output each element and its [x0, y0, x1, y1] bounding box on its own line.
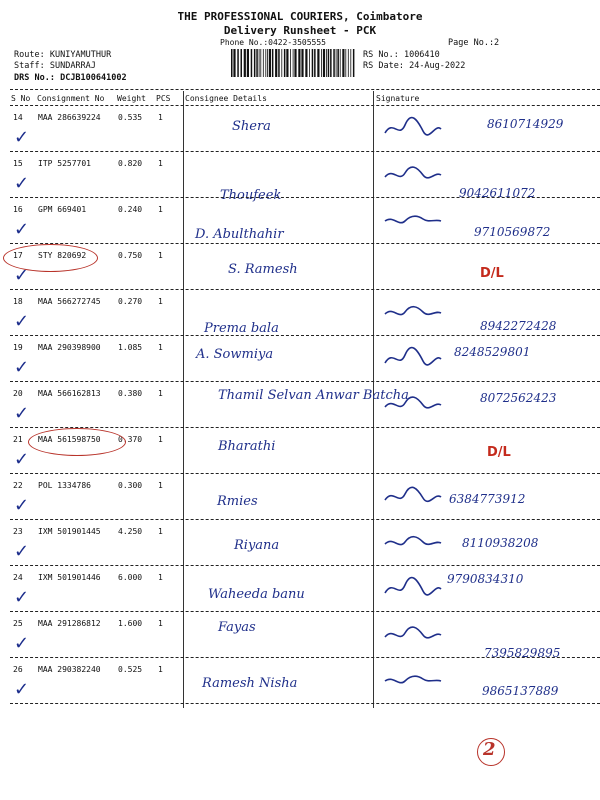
- row-weight: 0.300: [118, 481, 143, 490]
- row-weight: 0.370: [118, 435, 143, 444]
- row-weight: 4.250: [118, 527, 143, 536]
- row-consignee-name: A. Sowmiya: [196, 347, 274, 362]
- check-mark-icon: ✓: [14, 541, 30, 562]
- row-consignee-name: Shera: [232, 119, 271, 134]
- row-consignment-no: STY 820692: [38, 251, 87, 260]
- row-consignee-name: S. Ramesh: [228, 262, 298, 277]
- row-signature-phone: 8110938208: [462, 536, 539, 550]
- col-pcs: PCS: [156, 94, 171, 103]
- row-sno: 23: [13, 527, 23, 536]
- drs-value: DCJB100641002: [60, 73, 127, 83]
- row-signature-phone: 9790834310: [447, 572, 524, 586]
- row-sno: 15: [13, 159, 23, 168]
- col-consignee: Consignee Details: [185, 94, 267, 103]
- rs-date-line: [363, 61, 465, 71]
- row-consignment-no: IXM 501901445: [38, 527, 101, 536]
- col-signature: Signature: [376, 94, 420, 103]
- rs-date-label: RS Date:: [363, 61, 404, 71]
- row-consignee-name: Thamil Selvan Anwar Batcha: [218, 388, 409, 403]
- runsheet-title: Delivery Runsheet - PCK: [223, 24, 377, 37]
- check-mark-icon: ✓: [14, 587, 30, 608]
- row-divider: [10, 197, 600, 198]
- row-signature-scribble: [383, 345, 443, 373]
- row-pcs: 1: [158, 205, 163, 214]
- row-consignee-name: Rmies: [217, 494, 258, 509]
- row-signature-phone: 8942272428: [480, 319, 557, 333]
- staff-value: SUNDARRAJ: [49, 61, 96, 71]
- row-consignment-no: MAA 286639224: [38, 113, 101, 122]
- row-consignee-name: D. Abulthahir: [195, 227, 284, 242]
- row-divider: [10, 243, 600, 244]
- row-sno: 25: [13, 619, 23, 628]
- row-consignment-no: IXM 501901446: [38, 573, 101, 582]
- row-consignment-no: MAA 566272745: [38, 297, 101, 306]
- row-sno: 26: [13, 665, 23, 674]
- rs-date-value: 24-Aug-2022: [409, 61, 466, 71]
- row-signature-phone: 7395829895: [484, 646, 561, 660]
- row-consignment-no: MAA 290398900: [38, 343, 101, 352]
- row-divider: [10, 657, 600, 658]
- check-mark-icon: ✓: [14, 265, 30, 286]
- staff-label: Staff:: [14, 61, 45, 71]
- row-signature-scribble: [383, 299, 443, 327]
- row-consignee-name: Bharathi: [218, 439, 276, 454]
- row-divider: [10, 519, 600, 520]
- row-sno: 17: [13, 251, 23, 260]
- check-mark-icon: ✓: [14, 311, 30, 332]
- row-signature-dl: D/L: [487, 445, 511, 460]
- col-weight: Weight: [117, 94, 146, 103]
- check-mark-icon: ✓: [14, 219, 30, 240]
- row-signature-phone: 8610714929: [487, 117, 564, 131]
- row-consignee-name: Prema bala: [204, 321, 279, 336]
- row-weight: 0.270: [118, 297, 143, 306]
- check-mark-icon: ✓: [14, 679, 30, 700]
- header-top-rule: [10, 89, 600, 90]
- rs-line: [363, 50, 440, 60]
- check-mark-icon: ✓: [14, 403, 30, 424]
- company-title: THE PROFESSIONAL COURIERS, Coimbatore: [177, 10, 423, 23]
- row-sno: 18: [13, 297, 23, 306]
- row-pcs: 1: [158, 113, 163, 122]
- row-divider: [10, 335, 600, 336]
- row-consignee-name: Waheeda banu: [208, 587, 305, 602]
- row-divider: [10, 427, 600, 428]
- row-signature-scribble: [383, 667, 443, 695]
- route-line: [14, 50, 111, 60]
- row-pcs: 1: [158, 527, 163, 536]
- col-sno: S No: [11, 94, 31, 103]
- row-divider: [10, 611, 600, 612]
- row-weight: 0.750: [118, 251, 143, 260]
- row-sno: 21: [13, 435, 23, 444]
- page-mark: 2: [483, 739, 496, 760]
- row-weight: 0.535: [118, 113, 143, 122]
- row-signature-dl: D/L: [480, 266, 504, 281]
- drs-line: [14, 73, 127, 83]
- row-pcs: 1: [158, 481, 163, 490]
- row-weight: 6.000: [118, 573, 143, 582]
- row-consignment-no: MAA 290382240: [38, 665, 101, 674]
- row-consignment-no: POL 1334786: [38, 481, 91, 490]
- route-value: KUNIYAMUTHUR: [49, 50, 112, 60]
- row-consignment-no: MAA 566162813: [38, 389, 101, 398]
- check-mark-icon: ✓: [14, 127, 30, 148]
- phone-number: Phone No.:0422-3505555: [220, 38, 326, 47]
- circle-mark-row-21: [28, 428, 126, 456]
- row-signature-phone: 9042611072: [459, 186, 536, 200]
- row-weight: 0.240: [118, 205, 143, 214]
- row-consignment-no: MAA 291286812: [38, 619, 101, 628]
- row-pcs: 1: [158, 573, 163, 582]
- row-consignee-name: Thoufeek: [220, 188, 282, 203]
- row-divider: [10, 151, 600, 152]
- row-signature-scribble: [383, 207, 443, 235]
- row-sno: 22: [13, 481, 23, 490]
- row-signature-scribble: [383, 621, 443, 649]
- row-signature-scribble: [383, 161, 443, 189]
- row-pcs: 1: [158, 297, 163, 306]
- row-pcs: 1: [158, 343, 163, 352]
- row-signature-scribble: [383, 575, 443, 603]
- row-signature-phone: 8072562423: [480, 391, 557, 405]
- barcode-image: [231, 49, 357, 77]
- row-sno: 14: [13, 113, 23, 122]
- row-signature-scribble: [383, 483, 443, 511]
- row-pcs: 1: [158, 159, 163, 168]
- column-divider-consignee: [183, 91, 184, 708]
- row-weight: 0.820: [118, 159, 143, 168]
- row-weight: 0.525: [118, 665, 143, 674]
- rs-value: 1006410: [403, 50, 440, 60]
- row-weight: 1.600: [118, 619, 143, 628]
- row-pcs: 1: [158, 435, 163, 444]
- row-sno: 19: [13, 343, 23, 352]
- row-divider: [10, 565, 600, 566]
- route-label: Route:: [14, 50, 45, 60]
- row-divider: [10, 703, 600, 704]
- page-number: Page No.:2: [448, 38, 500, 48]
- check-mark-icon: ✓: [14, 495, 30, 516]
- row-consignment-no: ITP 5257701: [38, 159, 91, 168]
- row-divider: [10, 381, 600, 382]
- check-mark-icon: ✓: [14, 357, 30, 378]
- row-pcs: 1: [158, 619, 163, 628]
- row-signature-phone: 8248529801: [454, 345, 531, 359]
- row-sno: 16: [13, 205, 23, 214]
- check-mark-icon: ✓: [14, 633, 30, 654]
- rs-label: RS No.:: [363, 50, 399, 60]
- row-consignee-name: Ramesh Nisha: [202, 676, 298, 691]
- staff-line: [14, 61, 96, 71]
- row-divider: [10, 289, 600, 290]
- circle-mark-row-17: [3, 244, 98, 272]
- drs-label: DRS No.:: [14, 73, 55, 83]
- row-signature-scribble: [383, 391, 443, 419]
- row-signature-phone: 9865137889: [482, 684, 559, 698]
- row-pcs: 1: [158, 665, 163, 674]
- row-consignee-name: Riyana: [234, 538, 280, 553]
- row-signature-scribble: [383, 115, 443, 143]
- row-consignment-no: GPM 669401: [38, 205, 87, 214]
- row-pcs: 1: [158, 389, 163, 398]
- row-signature-scribble: [383, 529, 443, 557]
- row-pcs: 1: [158, 251, 163, 260]
- row-weight: 0.380: [118, 389, 143, 398]
- header-bottom-rule: [10, 105, 600, 106]
- col-consignment: Consignment No: [37, 94, 105, 103]
- row-weight: 1.085: [118, 343, 143, 352]
- row-consignee-name: Fayas: [218, 620, 256, 635]
- row-consignment-no: MAA 561598750: [38, 435, 101, 444]
- row-signature-phone: 9710569872: [474, 225, 551, 239]
- row-divider: [10, 473, 600, 474]
- check-mark-icon: ✓: [14, 173, 30, 194]
- row-sno: 24: [13, 573, 23, 582]
- row-sno: 20: [13, 389, 23, 398]
- row-signature-phone: 6384773912: [449, 492, 526, 506]
- check-mark-icon: ✓: [14, 449, 30, 470]
